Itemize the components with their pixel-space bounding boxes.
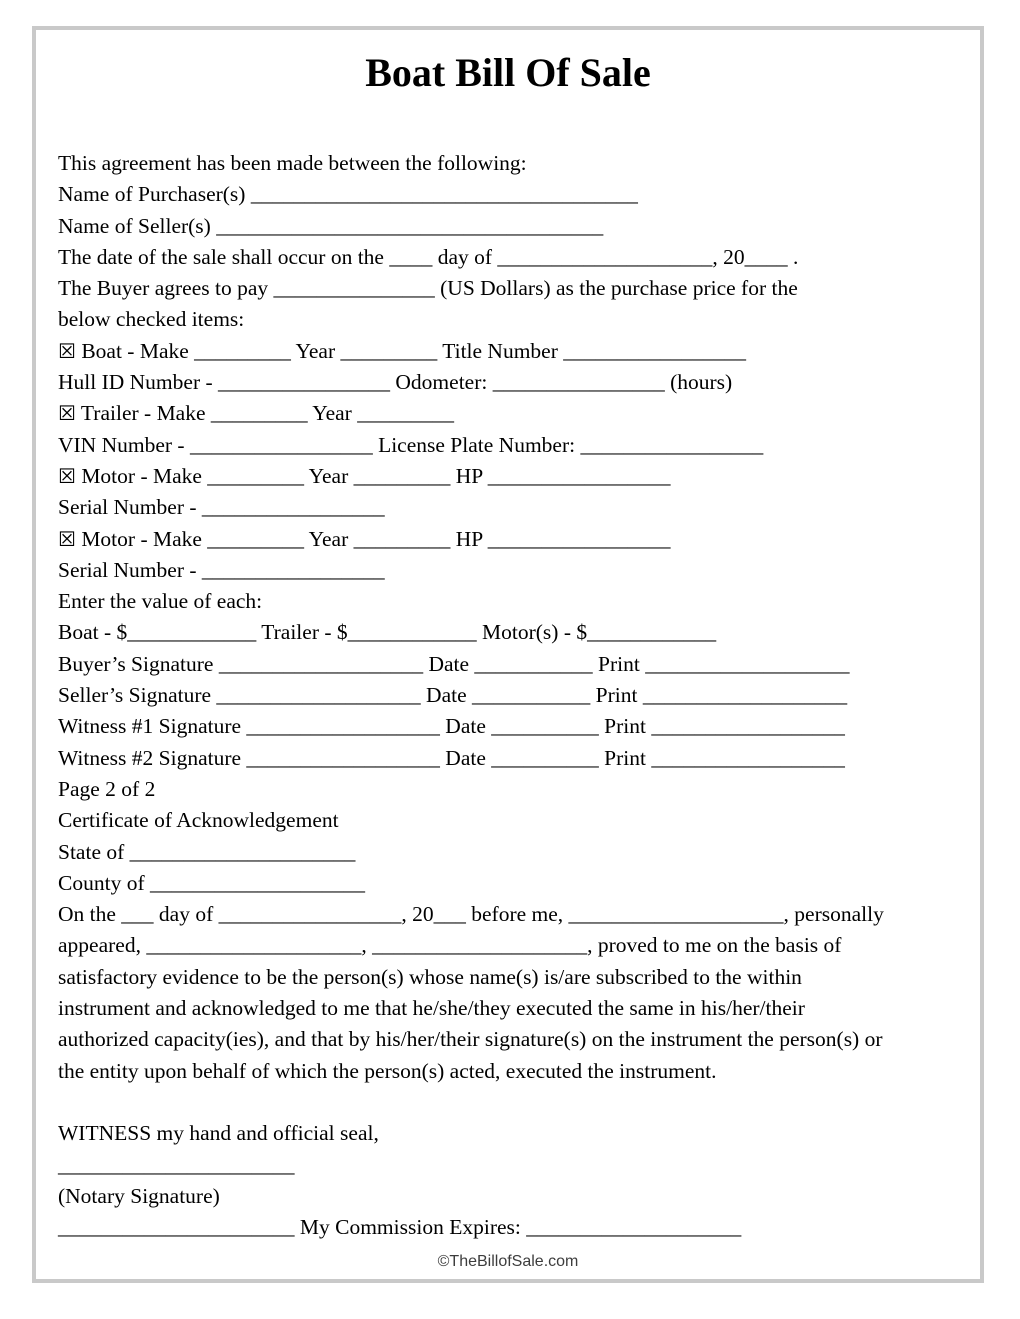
motor1-item-text: Motor - Make _________ Year _________ HP _________________ [75, 463, 671, 488]
buyer-signature-line: Buyer’s Signature ___________________ Date ___________ Print ___________________ [58, 651, 850, 676]
county-line: County of ____________________ [58, 870, 365, 895]
certificate-heading-line: Certificate of Acknowledgement [58, 808, 339, 833]
acknowledgement-line-6: the entity upon behalf of which the person(s) acted, executed the instrument. [58, 1058, 717, 1083]
vin-license-line: VIN Number - _________________ License Plate Number: _________________ [58, 432, 764, 457]
purchase-price-line: The Buyer agrees to pay _______________ (US Dollars) as the purchase price for the [58, 276, 798, 301]
trailer-item-text: Trailer - Make _________ Year _________ [75, 401, 454, 426]
document-page [32, 26, 984, 1283]
footer-watermark: ©TheBillofSale.com [437, 1253, 579, 1270]
boat-item-line [58, 336, 970, 367]
witness-seal-line: WITNESS my hand and official seal, [58, 1121, 379, 1146]
motor2-serial-line: Serial Number - _________________ [58, 557, 385, 582]
document-body [36, 148, 980, 1243]
acknowledgement-line-3: satisfactory evidence to be the person(s) whose name(s) is/are subscribed to the within [58, 964, 802, 989]
checkbox-checked-icon: ☒ [58, 463, 76, 488]
acknowledgement-line-2: appeared, ____________________, ____________________, proved to me on the basis of [58, 933, 842, 958]
checkbox-checked-icon: ☒ [58, 401, 76, 426]
sale-date-line: The date of the sale shall occur on the ____ day of ____________________, 20____ . [58, 244, 799, 269]
notary-signature-blank-line: ______________________ [58, 1152, 295, 1177]
acknowledgement-line-4: instrument and acknowledged to me that he/she/they executed the same in his/her/their [58, 996, 805, 1021]
motor2-item-line [58, 524, 970, 555]
trailer-item-line [58, 398, 970, 429]
intro-line: This agreement has been made between the following: [58, 151, 527, 175]
purchaser-name-line: Name of Purchaser(s) ____________________________________ [58, 182, 638, 207]
item-values-line: Boat - $____________ Trailer - $____________ Motor(s) - $____________ [58, 620, 717, 645]
commission-expires-line: ______________________ My Commission Expires: ____________________ [58, 1215, 742, 1240]
notary-signature-caption-line: (Notary Signature) [58, 1183, 220, 1208]
value-of-each-line: Enter the value of each: [58, 589, 263, 614]
witness1-signature-line: Witness #1 Signature __________________ Date __________ Print __________________ [58, 714, 845, 739]
acknowledgement-line-1: On the ___ day of _________________, 20___ before me, ____________________, personally [58, 902, 884, 927]
motor2-item-text: Motor - Make _________ Year _________ HP _________________ [75, 526, 671, 551]
seller-signature-line: Seller’s Signature ___________________ Date ___________ Print ___________________ [58, 683, 848, 708]
boat-item-text: Boat - Make _________ Year _________ Title Number _________________ [75, 338, 747, 363]
acknowledgement-line-5: authorized capacity(ies), and that by his/her/their signature(s) on the instrument the person(s) or [58, 1027, 883, 1052]
hull-id-odometer-line: Hull ID Number - ________________ Odometer: ________________ (hours) [58, 370, 733, 395]
state-line: State of _____________________ [58, 839, 356, 864]
motor1-item-line [58, 461, 970, 492]
document-title: Boat Bill Of Sale [365, 50, 651, 95]
page-number-line: Page 2 of 2 [58, 776, 156, 801]
blank-line [58, 1087, 970, 1118]
checked-items-line: below checked items: [58, 307, 245, 332]
checkbox-checked-icon: ☒ [58, 526, 76, 551]
seller-name-line: Name of Seller(s) ____________________________________ [58, 213, 604, 238]
checkbox-checked-icon: ☒ [58, 338, 76, 363]
witness2-signature-line: Witness #2 Signature __________________ Date __________ Print __________________ [58, 745, 845, 770]
motor1-serial-line: Serial Number - _________________ [58, 495, 385, 520]
